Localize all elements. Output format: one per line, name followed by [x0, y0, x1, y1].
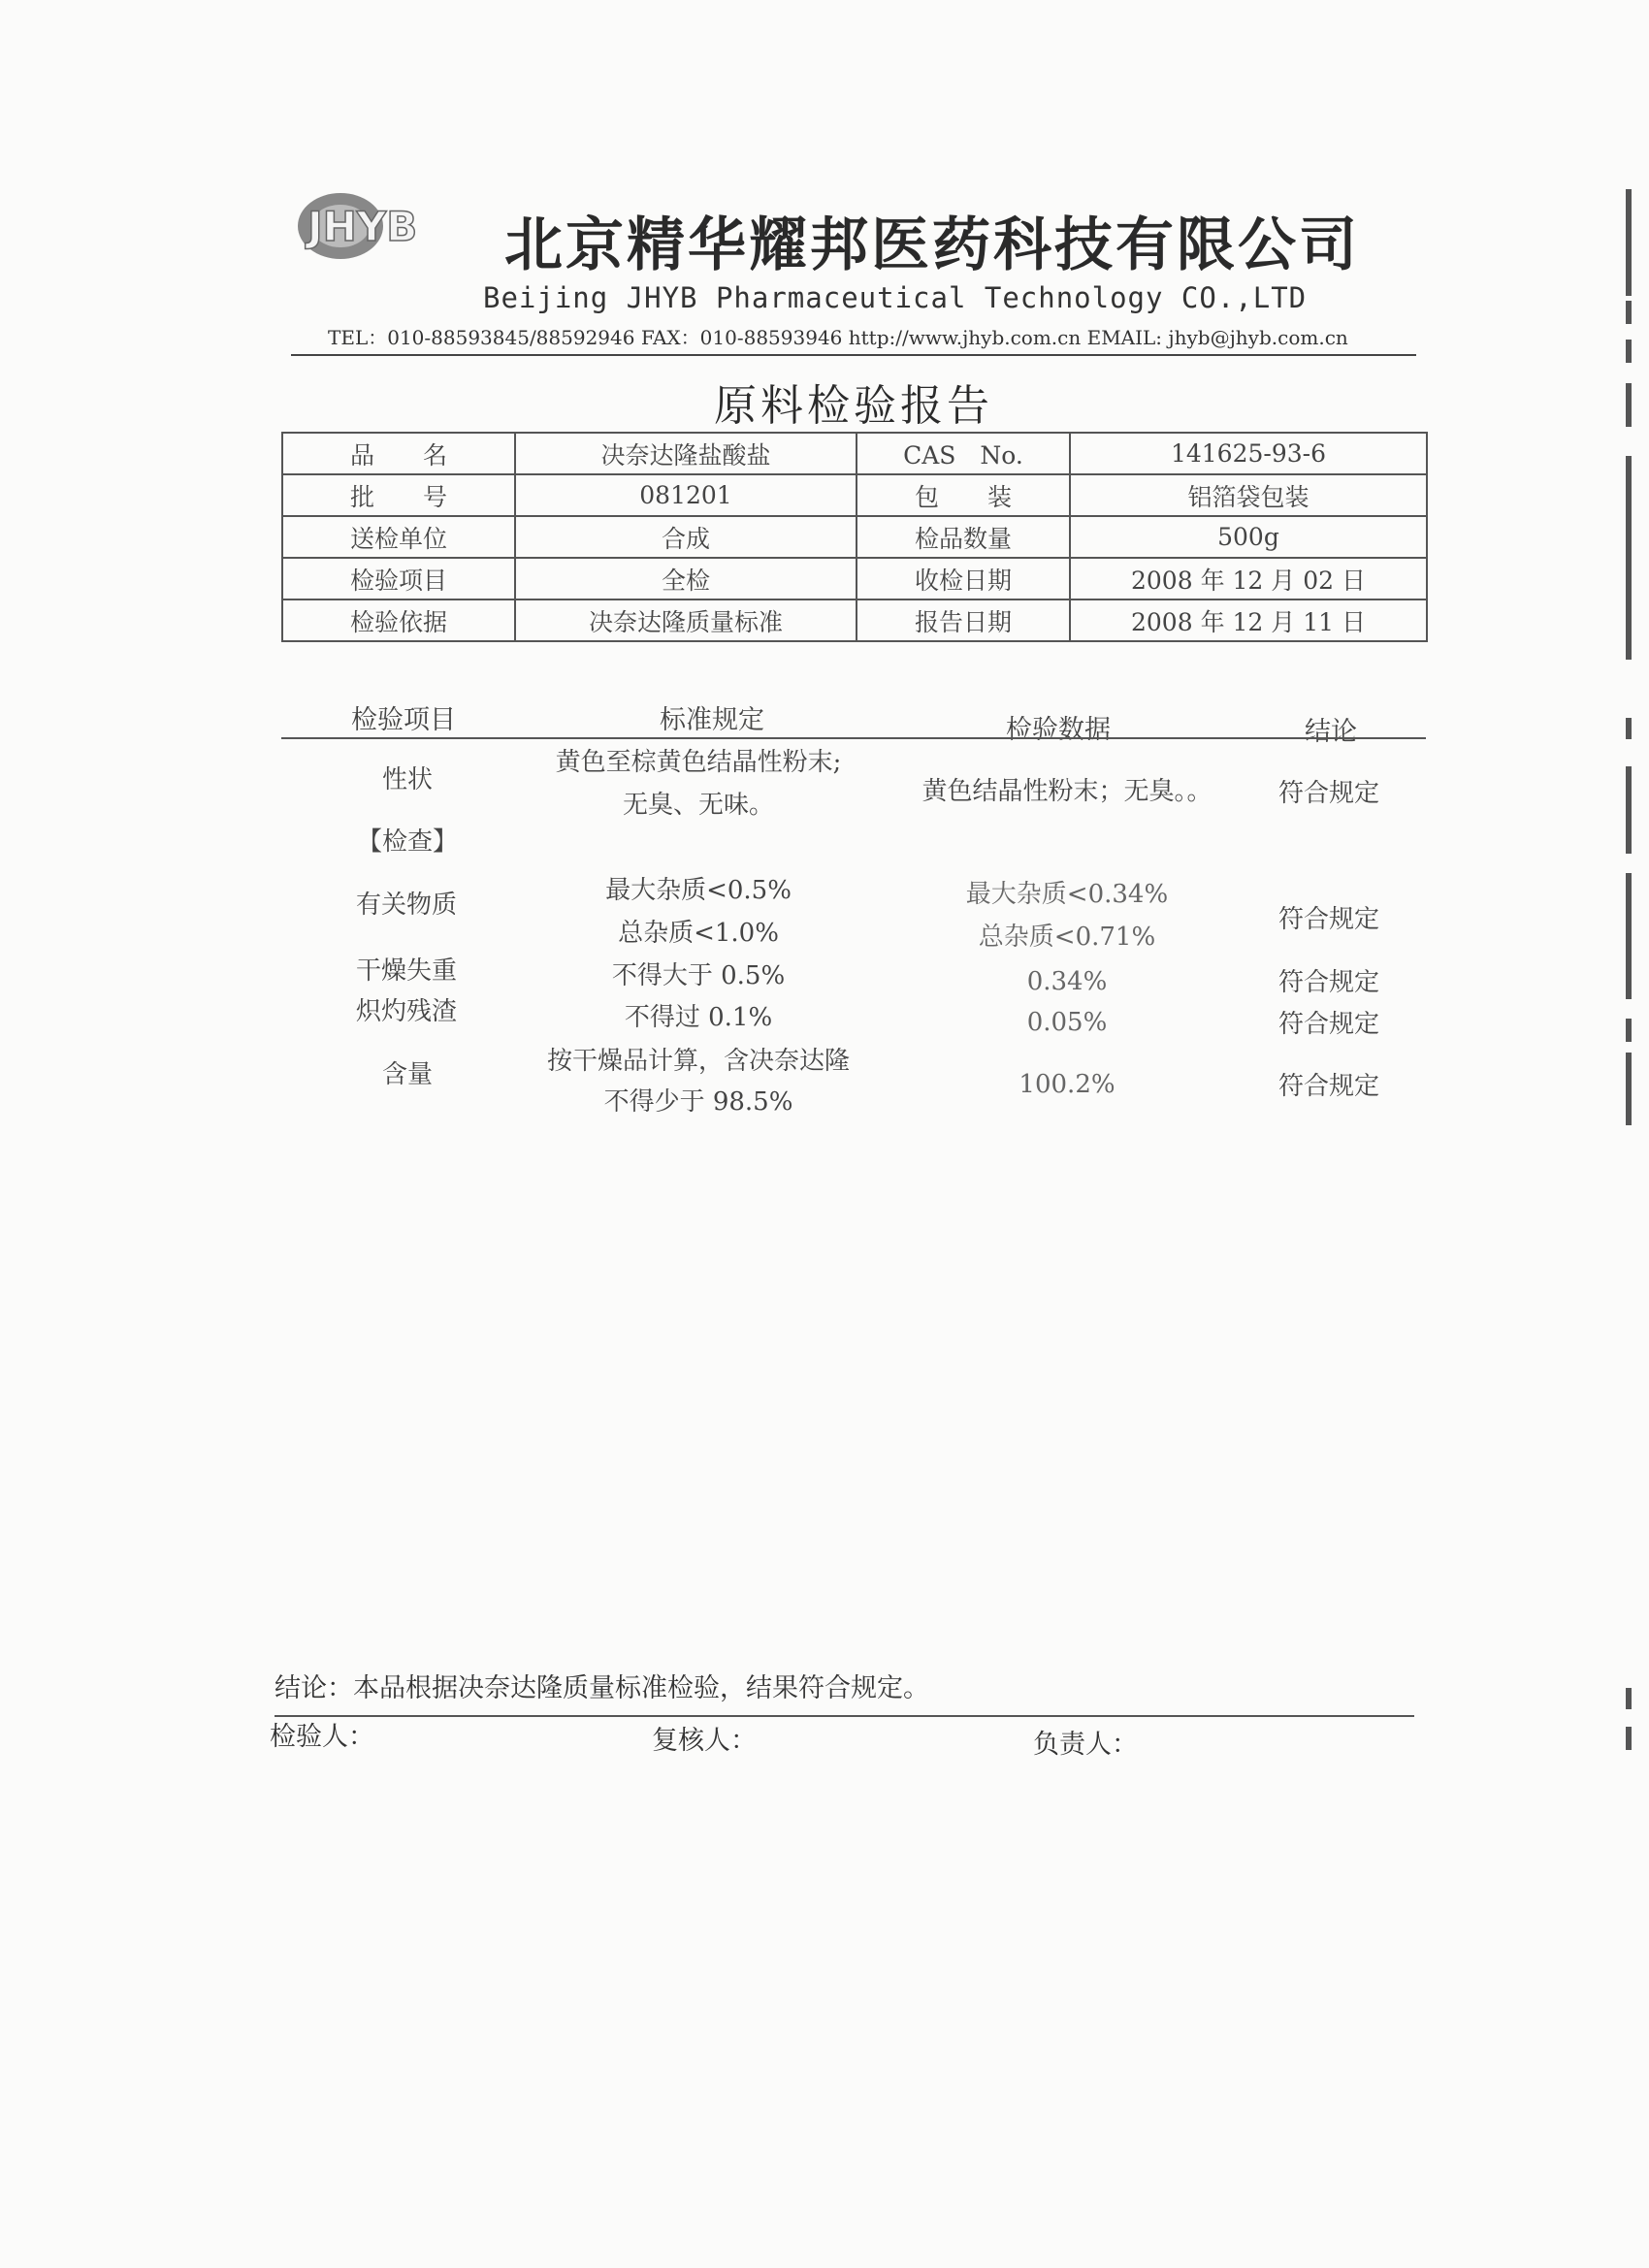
company-name-cn: 北京精华耀邦医药科技有限公司	[504, 211, 1360, 279]
info-value: 081201	[515, 474, 857, 516]
scan-edge-mark	[1626, 766, 1632, 854]
item-assay: 含量	[381, 1060, 433, 1089]
data-related-2: 总杂质<0.71%	[978, 923, 1156, 952]
report-title: 原料检验报告	[714, 381, 993, 431]
results-header-item: 检验项目	[351, 705, 456, 735]
info-table	[281, 432, 1428, 642]
results-header-standard: 标准规定	[660, 705, 764, 735]
info-label: 报告日期	[857, 599, 1070, 641]
info-label: 检验项目	[282, 558, 515, 599]
standard-appearance-2: 无臭、无味。	[622, 791, 774, 820]
info-value: 2008 年 12 月 02 日	[1070, 558, 1427, 599]
item-loss-on-drying: 干燥失重	[355, 956, 457, 986]
standard-drying: 不得大于 0.5%	[611, 961, 786, 990]
data-ignition: 0.05%	[1026, 1008, 1108, 1037]
standard-assay-2: 不得少于 98.5%	[603, 1087, 793, 1117]
footer-divider	[275, 1715, 1414, 1717]
scan-edge-mark	[1626, 1019, 1632, 1042]
company-name-en: Beijing JHYB Pharmaceutical Technology CO.,LTD	[483, 281, 1308, 314]
standard-ignition: 不得过 0.1%	[624, 1003, 773, 1032]
info-row	[282, 516, 1427, 558]
info-row	[282, 433, 1427, 474]
standard-related-2: 总杂质<1.0%	[618, 919, 779, 948]
data-related-1: 最大杂质<0.34%	[965, 880, 1169, 909]
scan-edge-mark	[1626, 340, 1632, 363]
scan-edge-mark	[1626, 1727, 1632, 1750]
info-label: 收检日期	[857, 558, 1070, 599]
scan-edge-mark	[1626, 1053, 1632, 1125]
item-related-substances: 有关物质	[355, 891, 457, 920]
info-label: 批 号	[282, 474, 515, 516]
info-row	[282, 599, 1427, 641]
header-divider	[291, 354, 1416, 356]
company-logo	[296, 190, 441, 262]
contact-line: TEL：010-88593845/88592946 FAX：010-88593946 http://www.jhyb.com.cn EMAIL: jhyb@jhyb.com.cn	[328, 326, 1348, 349]
result-assay: 符合规定	[1277, 1072, 1379, 1101]
standard-appearance-1: 黄色至棕黄色结晶性粉末;	[555, 748, 842, 777]
section-check: 【检查】	[356, 827, 458, 857]
results-header-data: 检验数据	[1006, 715, 1111, 745]
logo-text: JHYB	[307, 203, 418, 250]
info-label: CAS No.	[857, 433, 1070, 474]
info-row	[282, 474, 1427, 516]
scan-edge-mark	[1626, 718, 1632, 739]
info-value: 141625-93-6	[1070, 433, 1427, 474]
scan-edge-mark	[1626, 456, 1632, 660]
results-divider	[281, 737, 1426, 739]
scan-edge-mark	[1626, 980, 1632, 999]
standard-assay-1: 按干燥品计算，含决奈达隆	[546, 1047, 850, 1076]
info-value: 决奈达隆盐酸盐	[515, 433, 857, 474]
data-assay: 100.2%	[1018, 1070, 1116, 1099]
info-label: 品 名	[282, 433, 515, 474]
info-row	[282, 558, 1427, 599]
info-label: 包 装	[857, 474, 1070, 516]
data-appearance: 黄色结晶性粉末；无臭。。	[922, 777, 1212, 806]
item-appearance: 性状	[381, 765, 433, 794]
item-residue-on-ignition: 炽灼残渣	[355, 997, 457, 1026]
scan-edge-mark	[1626, 383, 1632, 427]
result-related: 符合规定	[1277, 905, 1379, 934]
conclusion-text: 结论：本品根据决奈达隆质量标准检验，结果符合规定。	[275, 1673, 929, 1703]
standard-related-1: 最大杂质<0.5%	[605, 876, 792, 905]
info-value: 500g	[1070, 516, 1427, 558]
scan-edge-mark	[1626, 873, 1632, 980]
data-drying: 0.34%	[1026, 967, 1108, 996]
result-ignition: 符合规定	[1277, 1010, 1379, 1039]
info-value: 全检	[515, 558, 857, 599]
info-label: 检品数量	[857, 516, 1070, 558]
info-value: 2008 年 12 月 11 日	[1070, 599, 1427, 641]
scan-edge-mark	[1626, 189, 1632, 296]
info-value: 决奈达隆质量标准	[515, 599, 857, 641]
info-value: 铝箔袋包装	[1070, 474, 1427, 516]
results-header-conclusion: 结论	[1305, 717, 1357, 747]
manager-label: 负责人：	[1033, 1730, 1138, 1760]
reviewer-label: 复核人：	[652, 1726, 757, 1756]
result-appearance: 符合规定	[1277, 779, 1379, 808]
info-label: 送检单位	[282, 516, 515, 558]
info-value: 合成	[515, 516, 857, 558]
inspector-label: 检验人：	[270, 1722, 374, 1752]
info-label: 检验依据	[282, 599, 515, 641]
scan-edge-mark	[1626, 301, 1632, 324]
result-drying: 符合规定	[1277, 968, 1379, 997]
scan-edge-mark	[1626, 1688, 1632, 1709]
